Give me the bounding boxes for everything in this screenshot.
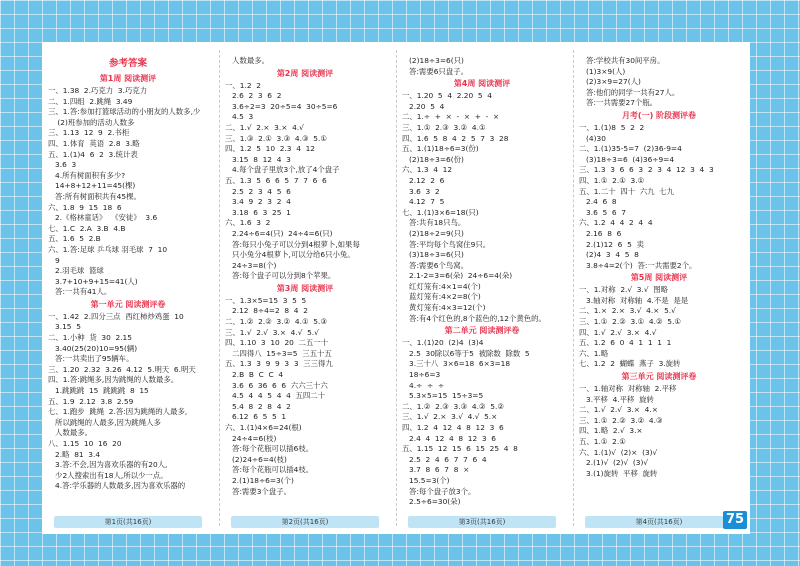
answer-line: 4.÷ ÷ ÷ [402, 380, 445, 390]
answer-line: (2)24÷6=4(枝) [225, 454, 287, 464]
answer-line: 6.12 6 5 5 1 [225, 412, 287, 422]
page-title: 参考答案 [108, 58, 147, 69]
answer-line: 三、1.√ 2.× 3.√ 4.√ 5.× [402, 412, 498, 422]
answer-line: 1.跳跳跳 15 跳跳跳 8 15 [48, 386, 149, 396]
answer-line: 2.5 2 4 6 7 7 6 4 [402, 454, 487, 464]
answer-line: 二、1.② 2.③ 3.③ 4.② 5.② [402, 401, 504, 411]
answer-line: 2.24÷6=4(只) 24÷4=6(只) [225, 228, 333, 238]
answer-line: 六、1.8 9 15 18 6 [48, 202, 122, 212]
column-3 [396, 42, 568, 534]
answer-line: 2.4 6 8 [579, 197, 617, 207]
answer-line: 七、1.跑步 跳绳 2.答:因为跳绳的人最多, [48, 407, 188, 417]
answer-line: 三、1.20 2.32 3.26 4.12 5.明天 6.明天 [48, 364, 196, 374]
answer-line: 二、1.② 2.② 3.② 4.① 5.③ [225, 317, 327, 327]
answer-line: 六、1.(1)√ (2)× (3)√ [579, 447, 658, 457]
answer-line: 五、1.3 3 9 9 3 3 三三得九 [225, 359, 333, 369]
answer-line: 四、1.略 2.√ 3.× [579, 426, 643, 436]
answer-line: 答:学校共有30间平房。 [579, 56, 665, 65]
answer-line: 3.15 8 12 4 3 [225, 154, 291, 164]
answer-line: (2)班参加的活动人数多 [48, 117, 135, 127]
answer-line: 三、1.√ 2.√ 3.× 4.√ 5.√ [225, 327, 319, 337]
answer-line: 答:有4个红色的,8个蓝色的,12个黄色的。 [402, 313, 546, 323]
answer-line: 所以跳绳的人最多,因为跳绳人多 [48, 417, 161, 427]
answer-line: (2)18÷2=9(只) [402, 228, 464, 238]
answer-line: 四、1.√ 2.√ 3.× 4.√ [579, 327, 657, 337]
answer-line: 3.18 6 3 25 1 [225, 207, 291, 217]
section-heading: 月考(一) 阶段测评卷 [621, 110, 697, 120]
answer-line: 5.4 8 2 8 4 2 [225, 401, 291, 411]
answer-line: 答:每个花瓶可以插6枝。 [225, 444, 314, 454]
answer-line: 3.6 5 6 7 [579, 207, 627, 217]
answer-line: 2.12 2 6 [402, 175, 445, 185]
answer-line: 3.6÷2=3 20÷5=4 30÷5=6 [225, 101, 338, 111]
answer-line: 24÷3=8(个) [225, 260, 277, 270]
answer-line: 2.略 81 3.4 [48, 449, 101, 459]
answer-line: 3.40(25(20)10=95(辆) [48, 343, 138, 353]
answer-line: (2)18÷3=6(份) [402, 154, 464, 164]
answer-line: 答:所有树面积共有45棵。 [48, 191, 141, 201]
answer-line: 答:每个花瓶可以插4枝。 [225, 465, 314, 475]
column-4-footer: 第4页(共16页) [585, 516, 733, 528]
section-heading: 第3周 阅读测评 [276, 283, 334, 293]
answer-line: 人数最多。 [48, 428, 93, 438]
answer-line: 答:共有18只鸟。 [402, 218, 466, 228]
answer-line: 答:一共有41人。 [48, 287, 112, 297]
answer-line: 五、1.6 5 2.B [48, 234, 101, 244]
column-2-body [225, 56, 385, 497]
answer-line: 四、1.10 3 10 20 二五一十 [225, 338, 329, 348]
answer-line: 三、1.① 2.② 3.② 4.③ [579, 415, 663, 425]
answer-line: 五、1.(1)18÷6=3(份) [402, 144, 479, 154]
section-heading: 第1周 阅读测评 [99, 74, 157, 83]
answer-line: 三、1.13 12 9 2.书柜 [48, 128, 130, 138]
answer-line: 一、1.2 2 [225, 80, 261, 90]
answer-line: 一、1.42 2.四分三点 西红柿炒鸡蛋 10 [48, 311, 184, 321]
answer-line: 五、1.① 2.① [579, 437, 626, 446]
answer-line: 六、1.答:足球 乒乓球 羽毛球 7 10 [48, 244, 168, 254]
answer-line: 答:每个盘子可以分到8个苹果。 [225, 271, 336, 281]
answer-line: 二、1.÷ + × - × + - × [402, 112, 500, 122]
answer-line: 3.15 5 [48, 322, 81, 332]
answer-line: 答:平均每个鸟窝住9只。 [402, 239, 491, 249]
answer-line: 六、1.(1)4×6=24(根) [225, 423, 302, 432]
answer-line: 答:每个盘子放3个。 [402, 486, 476, 496]
column-2 [219, 42, 391, 534]
answer-line: 2.12 8÷4=2 8 4 2 [225, 306, 308, 316]
answer-line: 5.3×5=15 15÷3=5 [402, 391, 484, 401]
answer-line: 2.5 2 3 4 5 6 [225, 186, 291, 196]
answer-line: 五、1.2 6 0 4 1 1 1 1 [579, 338, 672, 348]
column-2-footer: 第2页(共16页) [231, 516, 379, 528]
answer-line: 答:一共需要27个瓶。 [579, 98, 658, 108]
answer-line: 六、1.3 4 12 [402, 165, 453, 175]
answer-line: 2.6 2 3 6 2 [225, 91, 282, 101]
answer-line: 14+8+12+11=45(棵) [48, 181, 136, 191]
answer-line: 4.答:学乐器的人数最多,因为喜欢乐器的 [48, 481, 186, 491]
answer-line: 二、1.√ 2.√ 3.× 4.× [579, 405, 658, 415]
answer-line: 3.平移 4.平移 旋转 [579, 394, 654, 404]
answer-line: 3.6 6 36 6 6 六六三十六 [225, 380, 328, 390]
section-heading: 第二单元 阅读测评卷 [444, 326, 520, 336]
answer-line: 4.5 4 4 5 4 4 五四二十 [225, 391, 326, 401]
answer-line: 3.4 9 2 3 2 4 [225, 197, 291, 207]
answer-line: 4.12 7 5 [402, 197, 445, 207]
column-4 [573, 42, 745, 534]
answer-line: 蓝灯笼有:4×2=8(个) [402, 292, 481, 302]
answer-line: 3.答:不会,因为喜欢乐器的有20人, [48, 460, 168, 470]
answer-line: 红灯笼有:4×1=4(个) [402, 281, 481, 291]
page-number-badge: 75 [723, 511, 747, 529]
answer-line: 一、1.(1)8 5 2 2 [579, 122, 645, 132]
column-1-body [48, 56, 208, 492]
answer-line: 4.每个盘子里放3个,放了4个盘子 [225, 165, 340, 175]
answer-line: 4.所有树面积有多少? [48, 170, 126, 180]
column-1 [42, 42, 214, 534]
answer-line: 4.5 3 [225, 112, 254, 122]
answer-line: 一、1.38 2.巧克力 3.巧克力 [48, 86, 148, 95]
answer-line: 18÷6=3 [402, 370, 441, 380]
answer-line: 二四得八 15÷3=5 三五十五 [225, 348, 332, 358]
answer-line: 五、1.3 5 6 6 5 7 7 6 6 [225, 175, 327, 185]
answer-line: 六、1.略 [579, 348, 609, 358]
answer-line: 15.5=3(个) [402, 475, 450, 485]
answer-line: 三、1.① 2.③ 3.② 4.① [402, 122, 486, 132]
answer-line: 3.7+10+9+15=41(人) [48, 276, 138, 286]
answer-line: 二、1.四组 2.跳绳 3.49 [48, 96, 133, 106]
answer-line: 三、1.3 3 6 6 3 2 3 4 12 3 4 3 [579, 165, 714, 175]
answer-line: (3)18÷3=6 (4)36÷9=4 [579, 154, 675, 164]
answer-line: 四、1.① 2.① 3.① [579, 175, 645, 185]
answer-line: 2.1-2=3=6(朵) 24÷6=4(朵) [402, 271, 513, 281]
answer-line: 一、1.轴对称 对称轴 2.平移 [579, 384, 677, 394]
answer-line: 2.(1)12 6 5 卖 [579, 239, 644, 249]
answer-line: 四、1.2 4 12 4 8 12 3 6 [402, 423, 504, 432]
answer-line: 2.B B C C 4 [225, 370, 284, 380]
answer-line: 3.(1)旋转 平移 旋转 [579, 468, 658, 478]
answer-line: 五、1.9 2.12 3.8 2.59 [48, 396, 134, 406]
section-heading: 第2周 阅读测评 [276, 68, 334, 78]
answer-line: 四、1.2 5 10 2.3 4 12 [225, 144, 315, 154]
answer-line: 24÷4=6(枝) [225, 433, 277, 443]
answer-line: 六、1.6 3 2 [225, 218, 271, 228]
answer-line: 2.20 5 4 [402, 101, 445, 111]
answer-line: 2.羽毛球 篮球 [48, 266, 104, 276]
column-1-footer: 第1页(共16页) [54, 516, 202, 528]
answer-line: 答:需要6个鸟窝。 [402, 260, 468, 270]
answer-line: 3.7 8 6 7 8 × [402, 465, 470, 475]
answer-line: 2.4 4 12 4 8 12 3 6 [402, 433, 497, 443]
section-heading: 第三单元 阅读测评卷 [621, 372, 697, 382]
answer-line: 三、1.答:参加打篮球活动的小朋友的人数多,少 [48, 107, 201, 117]
answer-line: 少2人搜索出有18人,所以少一点。 [48, 470, 168, 480]
answer-line: (3)18÷3=6(只) [402, 250, 464, 260]
answer-line: 2.(1)√ (2)√ (3)√ [579, 458, 649, 468]
answer-line: 四、1.6 5 8 4 2 5 7 3 28 [402, 133, 509, 143]
answer-line: 五、1.二十 四十 六九 七九 [579, 186, 675, 196]
answer-line: 3.6 3 [48, 160, 77, 170]
answer-line: 二、1.√ 2.× 3.× 4.√ [225, 122, 304, 132]
answer-line: 答:一共卖出了95辆车。 [48, 354, 134, 364]
answer-line: 2.16 8 6 [579, 228, 622, 238]
answer-line: 七、1.(1)3×6=18(只) [402, 207, 479, 217]
answer-line: 三、1.③ 2.① 3.③ 4.③ 5.① [225, 133, 327, 143]
answer-line: 答:需要6只盘子。 [402, 66, 468, 76]
answer-line: 2.5÷6=30(朵) [402, 497, 461, 507]
answer-line: 3.8÷4=2(个) 答:一共需要2个。 [579, 260, 697, 270]
column-3-footer: 第3页(共16页) [408, 516, 556, 528]
answer-line: 2.(1)18÷6=3(个) [225, 475, 294, 485]
answer-line: 2.5 30除以6等于5 被除数 除数 5 [402, 348, 530, 358]
answer-line: 3.轴对称 对称轴 4.不是 是是 [579, 295, 689, 305]
answer-line: 一、1.3×5=15 3 5 5 [225, 295, 307, 305]
section-heading: 第一单元 阅读测评卷 [90, 299, 166, 309]
answer-line: (2)4 3 4 5 8 [579, 250, 639, 260]
answer-line: (1)3×9(人) [579, 66, 626, 76]
answer-line: 2.《格林童话》 《安徒》 3.6 [48, 213, 158, 223]
answer-line: 二、1.(1)35-5=7 (2)36-9=4 [579, 144, 682, 154]
answer-line: (2)18÷3=6(只) [402, 56, 464, 65]
answer-sheet [42, 42, 750, 534]
answer-line: 9 [48, 255, 60, 265]
column-4-body [579, 56, 739, 479]
answer-line: (4)30 [579, 133, 606, 143]
answer-line: 一、1.对称 2.√ 3.√ 图略 [579, 285, 669, 295]
answer-line: 人数最多。 [225, 56, 270, 65]
answer-line: 四、1.答:跳绳多,因为跳绳的人数最多。 [48, 375, 179, 385]
answer-line: 二、1.× 2.× 3.√ 4.× 5.√ [579, 306, 676, 316]
answer-line: 七、1.C 2.A 3.B 4.B [48, 223, 126, 233]
answer-line: 五、1.15 12 15 6 15 25 4 8 [402, 444, 518, 454]
answer-line: 二、1.小种 货 30 2.15 [48, 333, 132, 343]
answer-line: 八、1.15 10 16 20 [48, 439, 122, 448]
answer-line: 只小兔分4根萝卜,可以分给6只小兔。 [225, 250, 355, 260]
answer-line: 一、1.(1)20 (2)4 (3)4 [402, 338, 484, 348]
answer-line: 答:每只小兔子可以分到4根萝卜,如果每 [225, 239, 360, 249]
answer-line: 五、1.(1)4 6 2 3.统计表 [48, 149, 138, 159]
answer-line: 一、1.20 5 4 2.20 5 4 [402, 91, 492, 101]
answer-line: 3.三十八 3×6=18 6×3=18 [402, 359, 511, 369]
section-heading: 第5周 阅读测评 [630, 273, 688, 283]
answer-line: (2)3×9=27(人) [579, 77, 641, 87]
answer-line: 四、1.体育 英语 2.8 3.略 [48, 138, 140, 148]
section-heading: 第4周 阅读测评 [453, 79, 511, 89]
column-3-body [402, 56, 562, 508]
answer-line: 答:他们的同学一共有27人。 [579, 87, 680, 97]
answer-line: 答:需要3个盘子。 [225, 486, 291, 496]
answer-line: 黄灯笼有:4×3=12(个) [402, 303, 486, 313]
answer-line: 七、1.2 2 蝴蝶 燕子 3.旋转 [579, 359, 681, 369]
answer-line: 3.6 3 2 [402, 186, 440, 196]
answer-line: 三、1.① 2.② 3.① 4.② 5.① [579, 317, 681, 327]
answer-line: 六、1.2 4 4 2 4 4 [579, 218, 653, 228]
